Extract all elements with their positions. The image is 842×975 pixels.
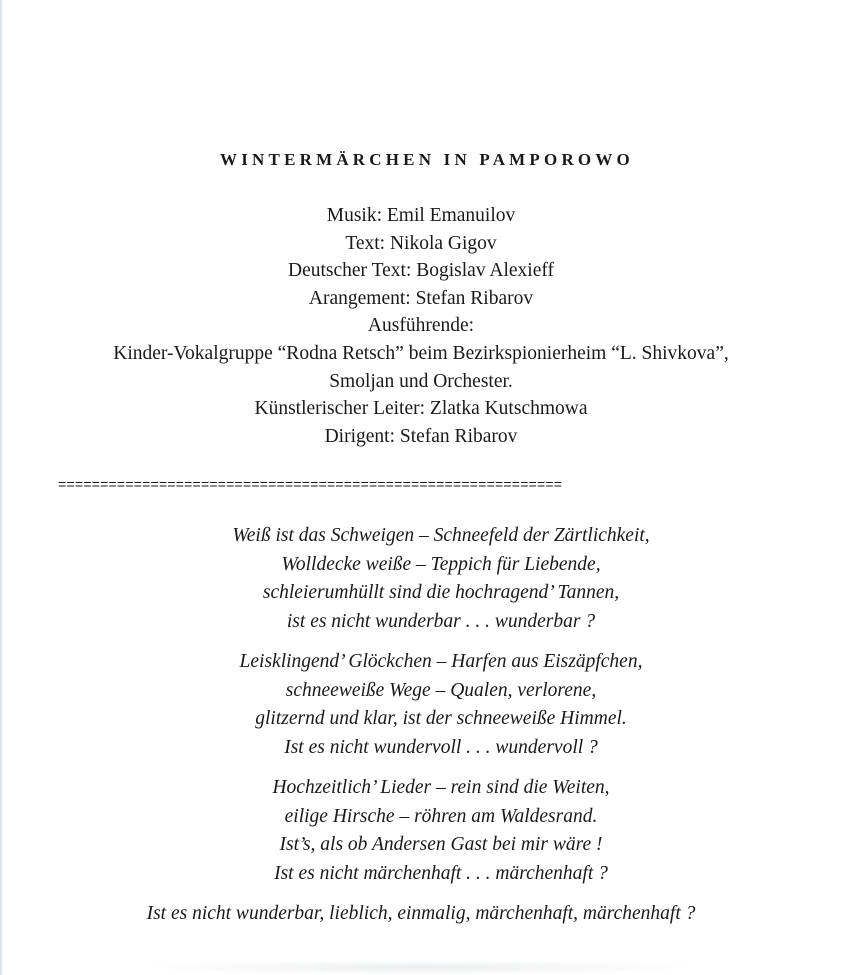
stanza-2	[0, 648, 842, 762]
lyric-line: schleierumhüllt sind die hochragend’ Tannen,	[262, 582, 620, 603]
lyric-line: Ist es nicht wundervoll . . . wundervoll ?	[284, 736, 598, 758]
lyric-line: glitzernd und klar, ist der schneeweiße Himmel.	[255, 708, 627, 729]
credit-text: Text: Nikola Gigov	[345, 232, 497, 254]
credit-arrangement: Arangement: Stefan Ribarov	[308, 287, 534, 309]
credit-conductor: Dirigent: Stefan Ribarov	[324, 425, 518, 447]
lyric-line: Leisklingend’ Glöckchen – Harfen aus Eiszäpfchen,	[239, 651, 643, 672]
credit-performers-label: Ausführende:	[367, 315, 475, 337]
lyric-line: Weiß ist das Schweigen – Schneefeld der Zärtlichkeit,	[232, 525, 650, 546]
lyric-line: Ist es nicht märchenhaft . . . märchenhaft ?	[274, 862, 608, 884]
credit-german-text: Deutscher Text: Bogislav Alexieff	[288, 260, 554, 282]
scan-bottom-smudge	[140, 960, 700, 975]
lyric-line: ist es nicht wunderbar . . . wunderbar ?	[286, 610, 596, 632]
lyric-line: Wolldecke weiße – Teppich für Liebende,	[281, 553, 601, 575]
lyric-line: Hochzeitlich’ Lieder – rein sind die Weiten,	[272, 777, 610, 798]
final-refrain	[0, 900, 842, 929]
lyric-line: schneeweiße Wege – Qualen, verlorene,	[285, 679, 597, 701]
stanza-3	[0, 774, 842, 888]
credit-performers: Kinder-Vokalgruppe “Rodna Retsch” beim Bezirkspionierheim “L. Shivkova”,	[113, 342, 729, 364]
section-divider: ============================================================	[58, 478, 563, 494]
lyrics-block	[0, 522, 842, 941]
lyric-line: Ist’s, als ob Andersen Gast bei mir wäre !	[279, 834, 603, 855]
credit-music: Musik: Emil Emanuilov	[326, 205, 516, 226]
final-lyric-line: Ist es nicht wunderbar, lieblich, einmalig, märchenhaft, märchenhaft ?	[146, 903, 696, 924]
song-title: WINTERMÄRCHEN IN PAMPOROWO	[220, 150, 634, 169]
credits-block	[0, 202, 842, 450]
lyric-line: eilige Hirsche – röhren am Waldesrand.	[284, 805, 598, 827]
credit-performers-cont: Smoljan und Orchester.	[329, 370, 513, 392]
credit-artistic-director: Künstlerischer Leiter: Zlatka Kutschmowa	[254, 398, 588, 420]
stanza-1	[0, 522, 842, 636]
